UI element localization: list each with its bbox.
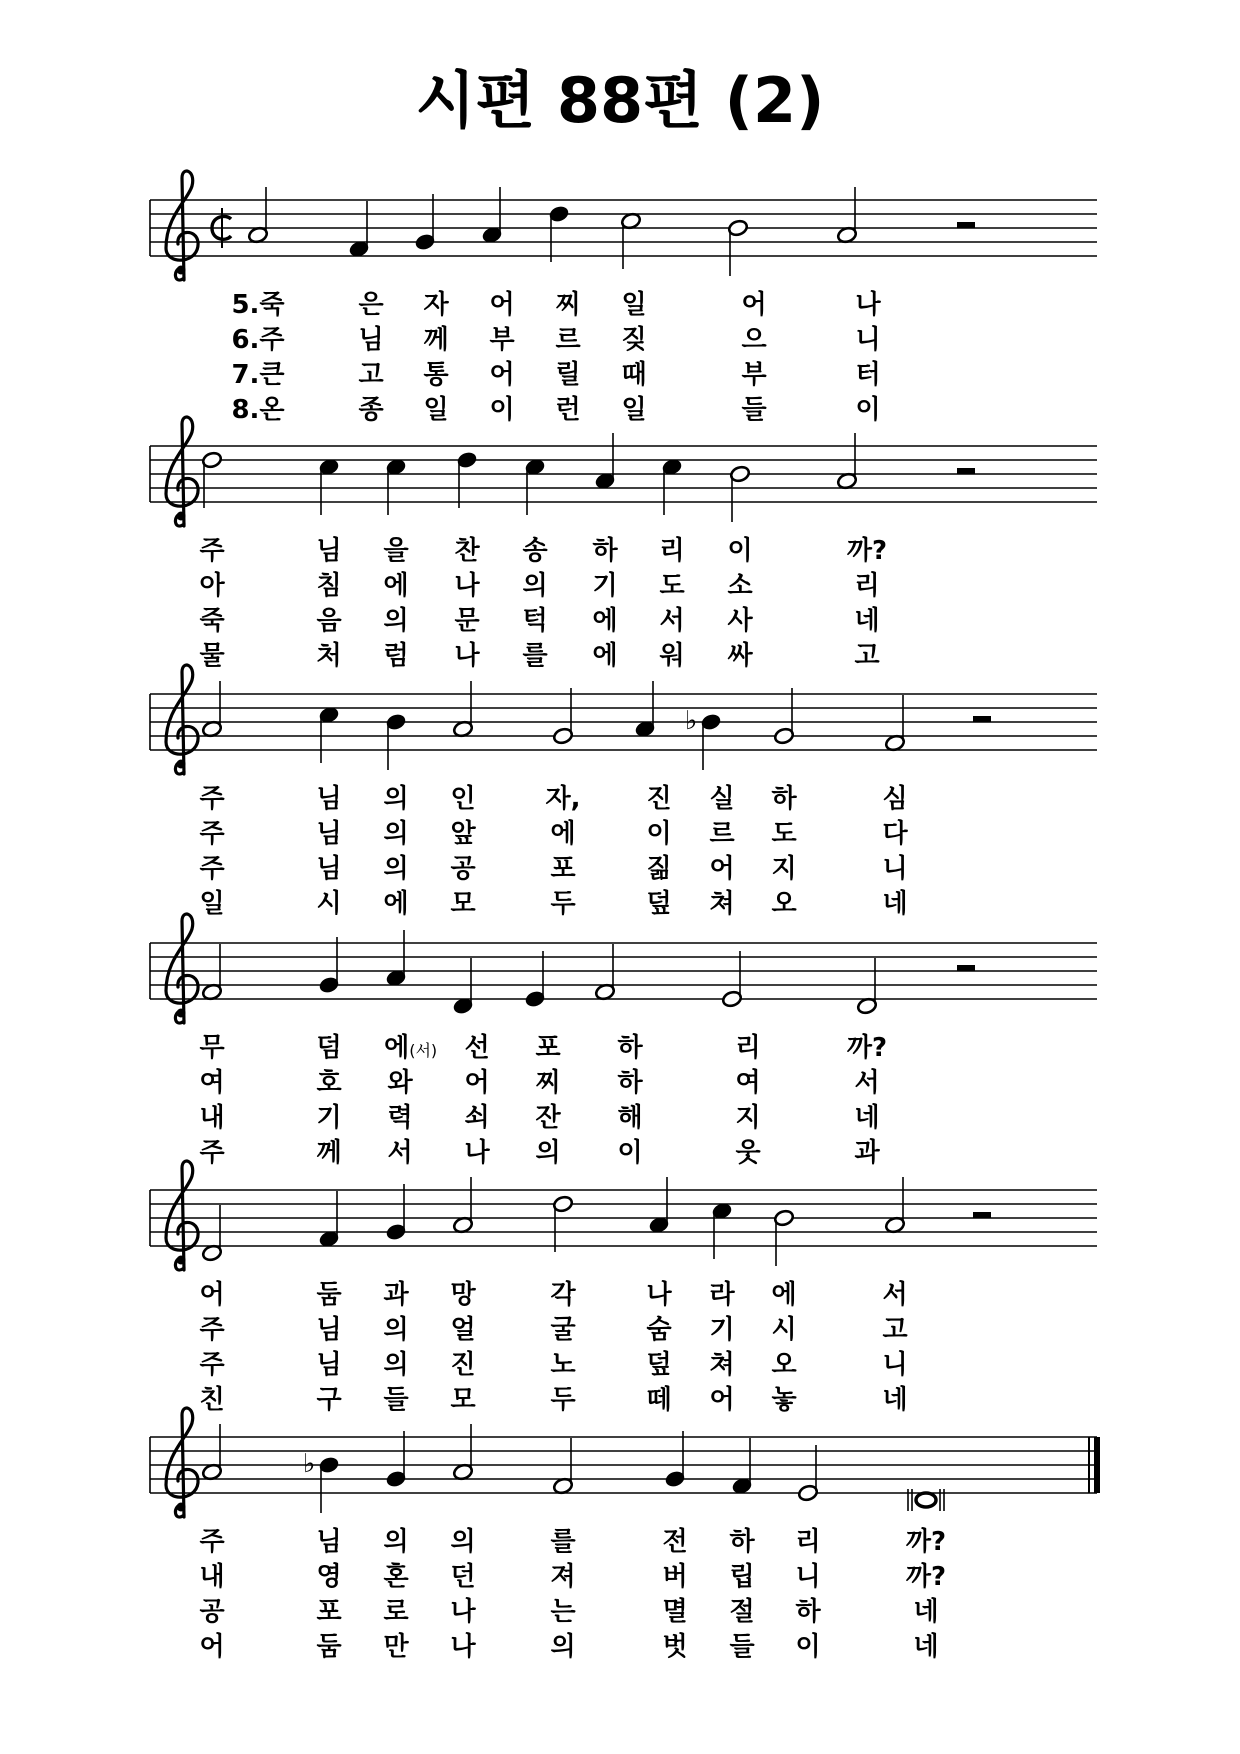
lyric-syllable: 주 [199, 1138, 225, 1168]
lyric-syllable: 하 [617, 1068, 643, 1098]
lyric-syllable: 의 [450, 1527, 476, 1557]
note-quarter [303, 1449, 340, 1513]
lyric-syllable: 멸 [662, 1597, 688, 1627]
lyric-syllable: 찌 [535, 1068, 561, 1098]
lyric-syllable: 어 [464, 1068, 490, 1098]
lyric-syllable: 의 [383, 1315, 409, 1345]
note-quarter [385, 1431, 406, 1488]
lyric-syllable: 주 [199, 784, 225, 814]
lyric-syllable: 문 [454, 606, 480, 636]
lyric-syllable: 주 [199, 1315, 225, 1345]
note-half [201, 1424, 222, 1481]
lyric-syllable: 일 [423, 395, 449, 425]
lyric-syllable: 서 [659, 606, 685, 636]
lyric-syllable: 싸 [727, 641, 753, 671]
lyric-syllable: 떼 [646, 1385, 672, 1415]
lyric-syllable: 오 [771, 889, 797, 919]
lyric-syllable: 에 [383, 571, 409, 601]
flat-icon: ♭ [303, 1449, 316, 1479]
lyric-syllable: 력 [387, 1103, 413, 1133]
lyric-syllable: 여 [199, 1068, 225, 1098]
lyric-syllable: 고 [854, 641, 880, 671]
lyric-syllable: 각 [550, 1280, 576, 1310]
lyric-syllable: 포 [535, 1033, 561, 1063]
lyric-syllable: 쳐 [709, 889, 735, 919]
lyric-syllable: 송 [522, 536, 548, 566]
lyric-syllable: 절 [729, 1597, 755, 1627]
lyric-syllable: 찌 [555, 290, 581, 320]
lyric-syllable: 님 [316, 819, 342, 849]
lyric-syllable: 서 [882, 1280, 908, 1310]
lyric-syllable: 죽 [199, 606, 225, 636]
lyric-syllable: 던 [450, 1562, 476, 1592]
lyric-syllable: 라 [709, 1280, 735, 1310]
lyric-syllable: 릴 [555, 360, 581, 390]
lyric-syllable: 숨 [646, 1315, 672, 1345]
lyric-syllable: 과 [383, 1280, 409, 1310]
lyric-syllable: 전 [662, 1527, 688, 1557]
lyric-syllable: 시 [316, 889, 342, 919]
lyric-syllable: 때 [621, 360, 647, 390]
lyric-syllable: 어 [199, 1632, 225, 1662]
lyric-syllable: 두 [550, 889, 576, 919]
lyric-syllable: 들 [383, 1385, 409, 1415]
lyric-syllable: 나 [855, 290, 881, 320]
lyric-syllable: 니 [882, 1350, 908, 1380]
lyric-syllable: 친 [199, 1385, 225, 1415]
lyric-syllable: 나 [450, 1597, 476, 1627]
lyric-syllable: 얼 [450, 1315, 476, 1345]
lyric-syllable: 에 [771, 1280, 797, 1310]
lyric-syllable: 둠 [316, 1632, 342, 1662]
lyric-syllable: 기 [316, 1103, 342, 1133]
lyric-syllable: 를 [550, 1527, 576, 1557]
lyric-syllable: 자, [545, 784, 581, 814]
lyric-syllable: 님 [316, 854, 342, 884]
lyric-syllable: 찬 [454, 536, 480, 566]
lyric-syllable: 어 [741, 290, 767, 320]
lyric-syllable: 굴 [550, 1315, 576, 1345]
lyric-syllable: 져 [550, 1562, 576, 1592]
lyric-syllable: 서 [854, 1068, 880, 1098]
lyric-syllable: 의 [383, 1527, 409, 1557]
lyric-syllable: 일 [621, 395, 647, 425]
lyric-syllable: 하 [771, 784, 797, 814]
lyric-syllable: 다 [882, 819, 908, 849]
lyric-syllable: 이 [646, 819, 672, 849]
lyric-syllable: 하 [592, 536, 618, 566]
lyric-syllable: 여 [735, 1068, 761, 1098]
lyric-syllable: 에 [550, 819, 576, 849]
lyric-syllable: 짊 [646, 854, 672, 884]
lyric-syllable: 로 [383, 1597, 409, 1627]
lyric-syllable: 리 [735, 1033, 761, 1063]
lyric-syllable: 무 [199, 1033, 225, 1063]
lyric-syllable: 께 [316, 1138, 342, 1168]
lyric-syllable: 님 [358, 325, 384, 355]
lyric-syllable: 버 [662, 1562, 688, 1592]
lyric-syllable: 나 [454, 641, 480, 671]
lyric-syllable: 오 [771, 1350, 797, 1380]
lyric-syllable: 부 [489, 325, 515, 355]
note-quarter [731, 1438, 752, 1495]
lyric-syllable: 포 [316, 1597, 342, 1627]
lyric-syllable: 의 [383, 854, 409, 884]
lyric-syllable: 리 [659, 536, 685, 566]
lyric-syllable: 런 [555, 395, 581, 425]
lyric-syllable: 서 [387, 1138, 413, 1168]
lyric-syllable: 까? [905, 1527, 947, 1557]
lyric-syllable: 의 [550, 1632, 576, 1662]
lyric-syllable: 님 [316, 1350, 342, 1380]
lyric-syllable: 벗 [662, 1632, 688, 1662]
lyric-syllable: 고 [358, 360, 384, 390]
lyric-syllable: 터 [855, 360, 881, 390]
lyric-syllable: 는 [550, 1597, 576, 1627]
lyric-syllable: 네 [882, 889, 908, 919]
lyric-syllable: 이 [617, 1138, 643, 1168]
lyric-syllable: 8.온 [231, 395, 285, 425]
lyric-syllable: 이 [855, 395, 881, 425]
lyric-syllable: 과 [854, 1138, 880, 1168]
lyric-syllable: 립 [729, 1562, 755, 1592]
lyric-syllable: 내 [199, 1103, 225, 1133]
lyric-syllable: 도 [771, 819, 797, 849]
lyric-syllable: 지 [771, 854, 797, 884]
lyric-syllable: 하 [617, 1033, 643, 1063]
lyric-syllable: 어 [709, 854, 735, 884]
lyric-syllable: 어 [199, 1280, 225, 1310]
lyric-syllable: 지 [735, 1103, 761, 1133]
lyric-syllable: 나 [646, 1280, 672, 1310]
note-half [552, 1438, 573, 1495]
lyric-syllable: 음 [316, 606, 342, 636]
lyric-syllable: 시 [771, 1315, 797, 1345]
lyric-syllable: 도 [659, 571, 685, 601]
lyric-syllable: 진 [646, 784, 672, 814]
lyric-syllable: 공 [450, 854, 476, 884]
lyric-syllable: 께 [423, 325, 449, 355]
lyric-syllable: 실 [709, 784, 735, 814]
lyric-syllable: 주 [199, 1527, 225, 1557]
lyric-syllable: 공 [199, 1597, 225, 1627]
lyric-syllable: 님 [316, 536, 342, 566]
lyric-syllable: 만 [383, 1632, 409, 1662]
lyric-syllable: 님 [316, 1527, 342, 1557]
lyric-syllable: 에 [592, 606, 618, 636]
lyric-syllable: 턱 [522, 606, 548, 636]
lyric-syllable: 어 [489, 290, 515, 320]
lyric-syllable: 인 [450, 784, 476, 814]
lyric-syllable: 네 [882, 1385, 908, 1415]
lyric-syllable: 짖 [621, 325, 647, 355]
lyric-syllable: 에 [592, 641, 618, 671]
note-half [452, 1424, 473, 1481]
lyric-syllable: 침 [316, 571, 342, 601]
lyric-syllable: 님 [316, 1315, 342, 1345]
lyric-syllable: 나 [450, 1632, 476, 1662]
lyric-syllable: 주 [199, 854, 225, 884]
lyric-syllable: 이 [489, 395, 515, 425]
lyric-syllable: 워 [659, 641, 685, 671]
lyric-syllable: 주 [199, 1350, 225, 1380]
lyric-syllable: 하 [729, 1527, 755, 1557]
page-title: 시편 88편 (2) [415, 64, 825, 137]
lyric-syllable: 선 [464, 1033, 490, 1063]
lyric-syllable: 소 [727, 571, 753, 601]
lyric-syllable: 이 [727, 536, 753, 566]
lyric-syllable: 덮 [646, 1350, 672, 1380]
lyric-syllable: 나 [454, 571, 480, 601]
lyric-syllable: 까? [846, 1033, 888, 1063]
lyric-syllable: 종 [358, 395, 384, 425]
lyric-syllable: 내 [199, 1562, 225, 1592]
lyric-syllable: 의 [535, 1138, 561, 1168]
lyric-syllable: 의 [522, 571, 548, 601]
lyric-syllable: 기 [709, 1315, 735, 1345]
lyric-syllable: 의 [383, 819, 409, 849]
lyric-syllable: 네 [854, 606, 880, 636]
lyric-syllable: 자 [423, 290, 449, 320]
lyric-syllable: 쳐 [709, 1350, 735, 1380]
lyric-syllable: 호 [316, 1068, 342, 1098]
lyric-syllable: 덤 [316, 1033, 342, 1063]
lyric-syllable: 까? [905, 1562, 947, 1592]
lyric-syllable: 포 [550, 854, 576, 884]
lyric-syllable: 고 [882, 1315, 908, 1345]
lyric-syllable: 모 [450, 889, 476, 919]
flat-icon: ♭ [685, 706, 698, 736]
lyric-syllable: 망 [450, 1280, 476, 1310]
lyric-syllable: 어 [709, 1385, 735, 1415]
lyric-syllable: 둠 [316, 1280, 342, 1310]
lyric-syllable: 앞 [450, 819, 476, 849]
lyric-syllable: 님 [316, 784, 342, 814]
lyric-syllable: 부 [741, 360, 767, 390]
lyric-syllable: 심 [882, 784, 908, 814]
lyric-syllable: 의 [383, 784, 409, 814]
lyric-syllable: 어 [489, 360, 515, 390]
lyric-syllable: 영 [316, 1562, 342, 1592]
lyric-syllable: 7.큰 [231, 360, 285, 390]
lyric-syllable: 을 [383, 536, 409, 566]
lyric-syllable: 들 [741, 395, 767, 425]
lyric-syllable: 르 [555, 325, 581, 355]
lyric-syllable: 혼 [383, 1562, 409, 1592]
lyric-syllable: 구 [316, 1385, 342, 1415]
lyric-syllable: 아 [199, 571, 225, 601]
lyric-syllable: 모 [450, 1385, 476, 1415]
lyric-syllable: 물 [199, 641, 225, 671]
lyric-syllable: 덮 [646, 889, 672, 919]
lyric-syllable: 네 [913, 1632, 939, 1662]
lyric-syllable: 일 [199, 889, 225, 919]
lyric-syllable: 의 [383, 606, 409, 636]
lyric-syllable: 니 [795, 1562, 821, 1592]
lyric-syllable: 진 [450, 1350, 476, 1380]
lyric-syllable: 럼 [383, 641, 409, 671]
lyric-syllable: 놓 [771, 1385, 797, 1415]
lyric-syllable: 웃 [735, 1138, 761, 1168]
lyric-syllable: 5.죽 [231, 290, 285, 320]
lyric-syllable: 쇠 [464, 1103, 490, 1133]
lyric-syllable: 으 [741, 325, 767, 355]
lyric-syllable: 들 [729, 1632, 755, 1662]
lyric-syllable: 노 [550, 1350, 576, 1380]
lyric-syllable: 리 [854, 571, 880, 601]
lyric-syllable: 이 [795, 1632, 821, 1662]
treble-clef-icon [166, 1408, 198, 1517]
lyric-syllable: 와 [387, 1068, 413, 1098]
lyric-syllable: 나 [464, 1138, 490, 1168]
note-quarter [664, 1431, 685, 1488]
lyric-annotation: (서) [409, 1041, 438, 1060]
lyric-syllable: 기 [592, 571, 618, 601]
lyric-syllable: 일 [621, 290, 647, 320]
lyric-syllable: 주 [199, 536, 225, 566]
lyric-syllable: 네 [913, 1597, 939, 1627]
lyric-syllable: 두 [550, 1385, 576, 1415]
lyric-syllable: 에 [383, 889, 409, 919]
lyric-syllable: 해 [617, 1103, 643, 1133]
lyric-syllable: 까? [846, 536, 888, 566]
final-barline-thick [1094, 1437, 1100, 1493]
lyric-syllable: 사 [727, 606, 753, 636]
lyric-syllable: 하 [795, 1597, 821, 1627]
lyric-syllable: 잔 [535, 1103, 561, 1133]
lyric-syllable: 니 [855, 325, 881, 355]
lyric-syllable: 르 [709, 819, 735, 849]
lyric-syllable: 니 [882, 854, 908, 884]
lyric-syllable: 를 [522, 641, 548, 671]
lyric-syllable: 네 [854, 1103, 880, 1133]
note-half [797, 1445, 818, 1502]
lyric-syllable: 통 [423, 360, 449, 390]
lyric-syllable: 처 [316, 641, 342, 671]
lyric-syllable: 에(서) [384, 1033, 438, 1063]
lyric-syllable: 리 [795, 1527, 821, 1557]
lyric-syllable: 주 [199, 819, 225, 849]
lyric-syllable: 6.주 [231, 325, 285, 355]
lyric-syllable: 의 [383, 1350, 409, 1380]
lyric-syllable: 은 [358, 290, 384, 320]
